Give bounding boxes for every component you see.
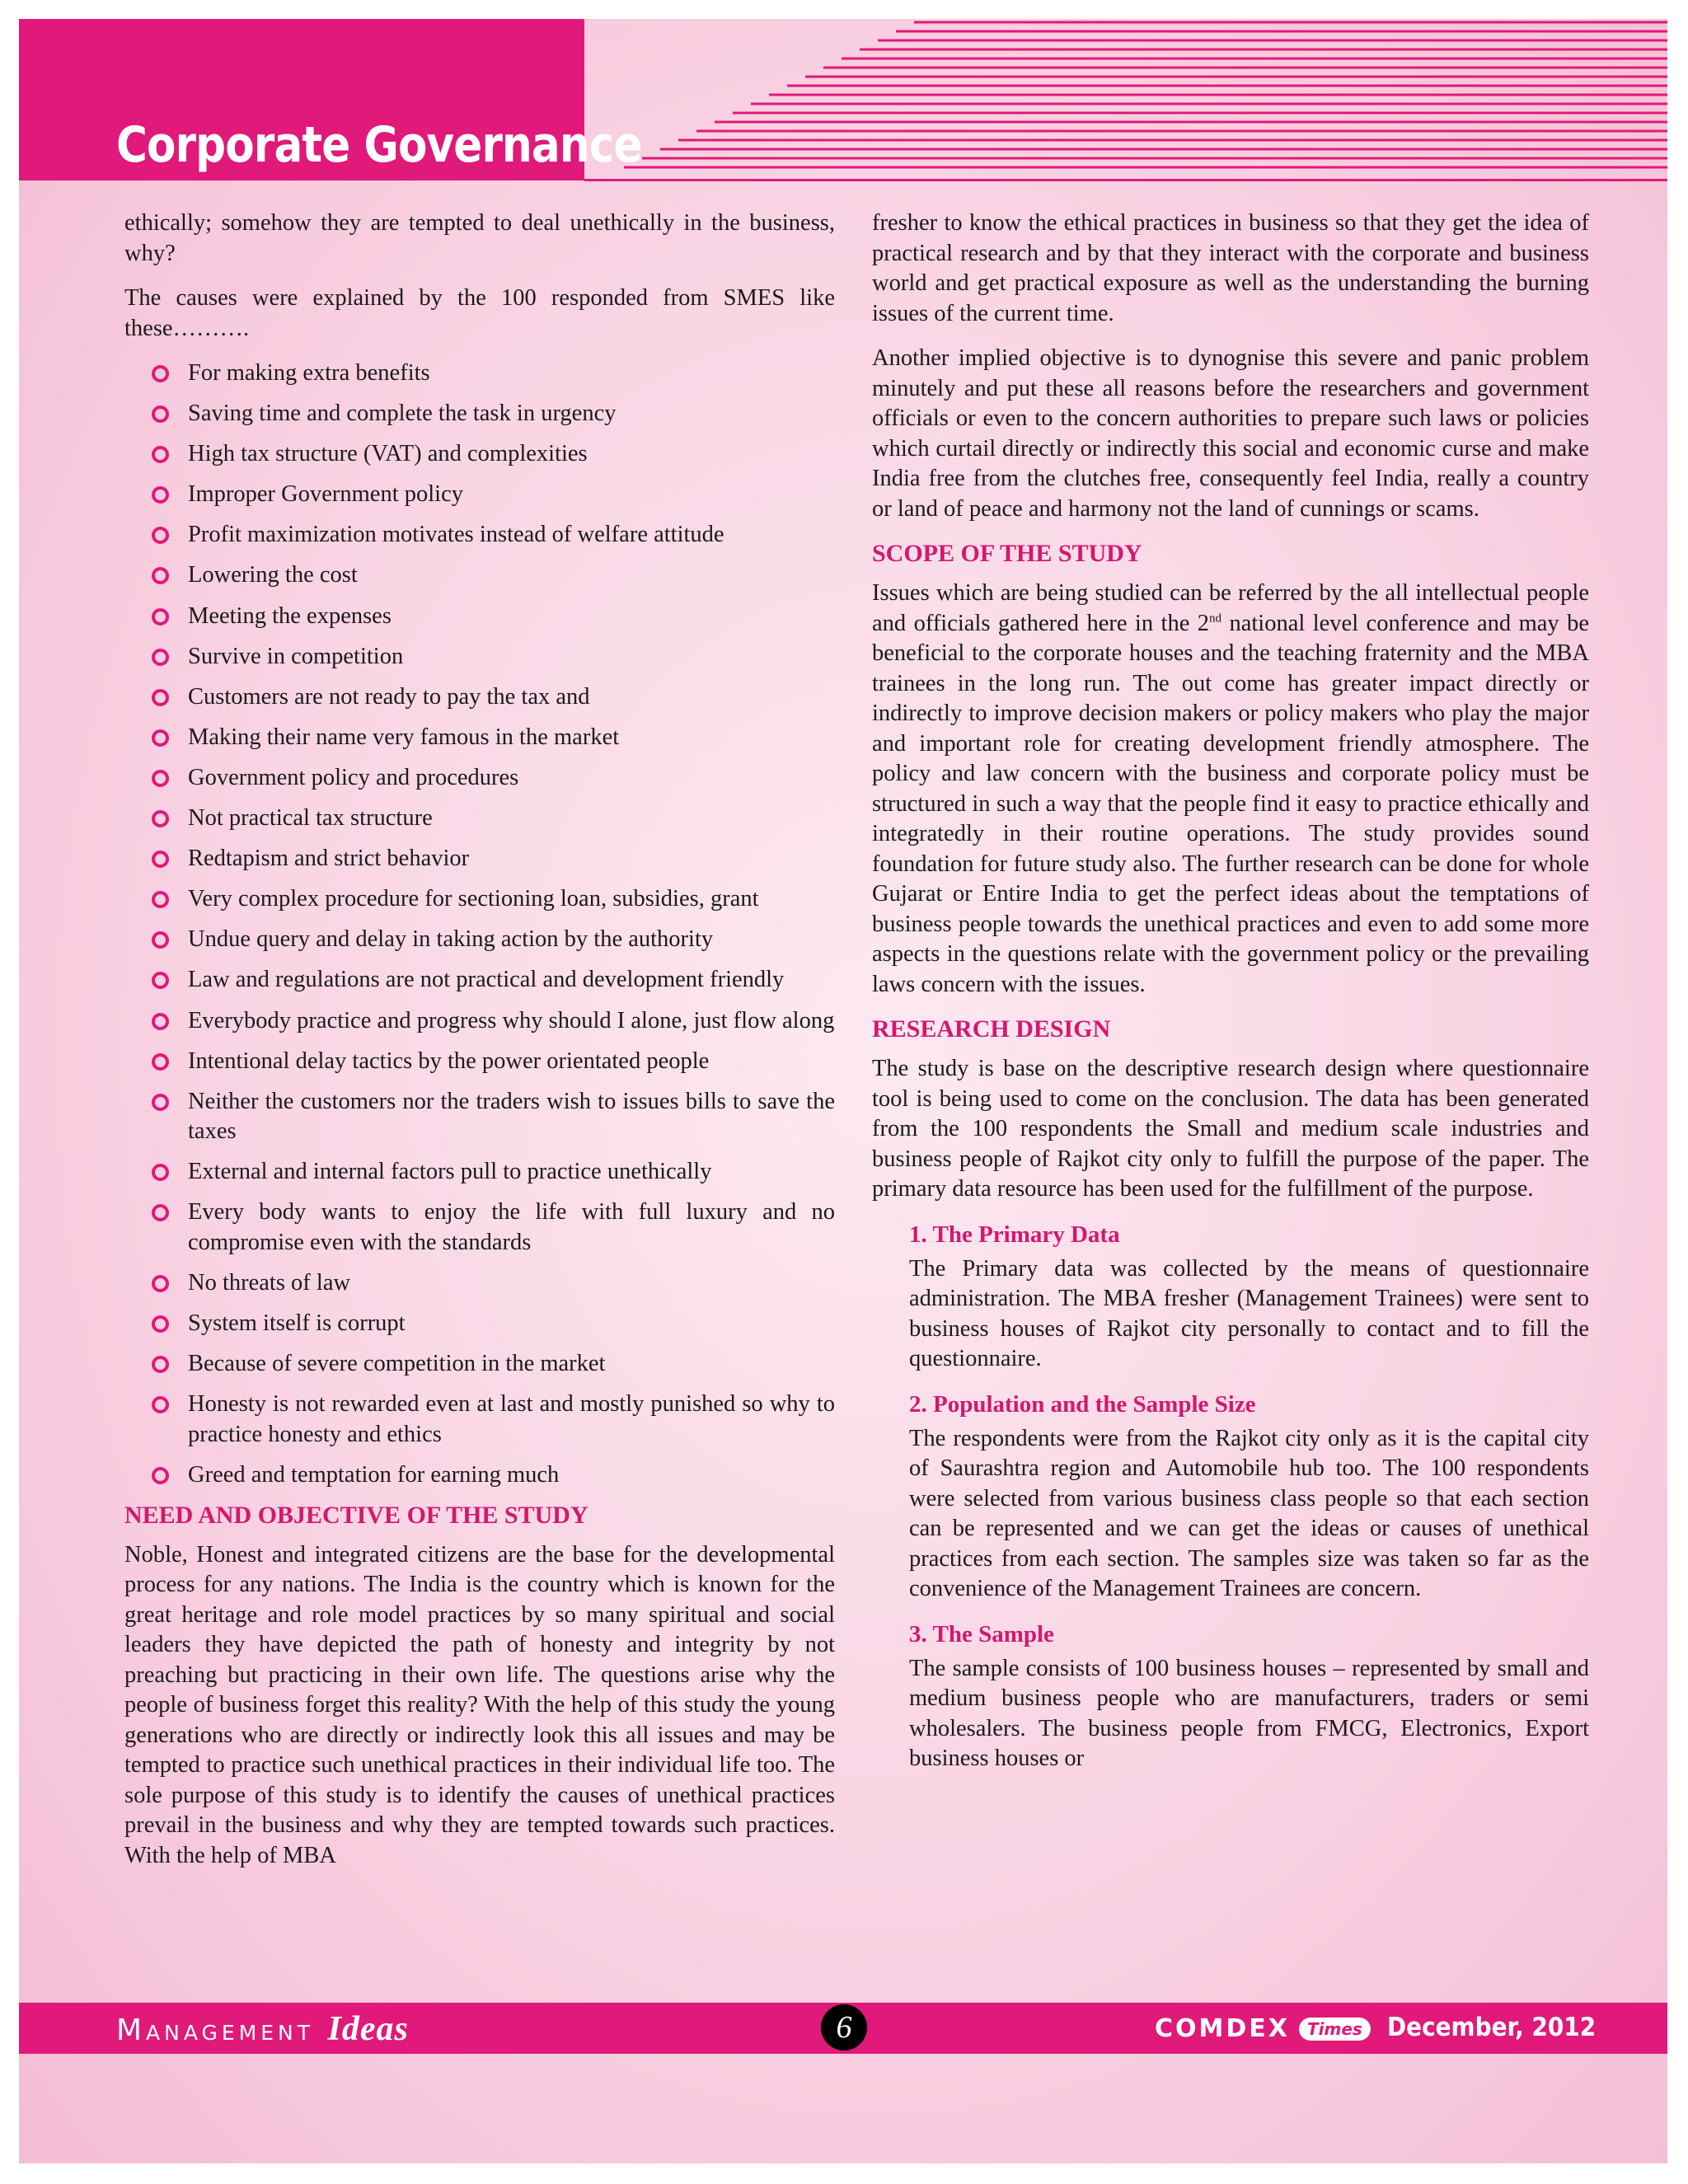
cause-list-item xyxy=(124,520,835,551)
cause-list-item xyxy=(124,1197,835,1258)
scope-text-start: Issues which are being studied can be referred by the all intellectual people and officials gathered here in the 2 xyxy=(872,580,1589,636)
cause-list-item xyxy=(124,480,835,510)
magazine-name-suffix: Ideas xyxy=(327,2010,409,2048)
cause-text: Lowering the cost xyxy=(188,562,358,588)
header-stripes xyxy=(584,19,1667,180)
cause-list-item xyxy=(124,1460,835,1491)
cause-list-item xyxy=(124,804,835,834)
population-paragraph: The respondents were from the Rajkot city only as it is the capital city of Saurashtra region and Automobile hub too. The 100 respondents were selected from various business class people so that each section can be represented and we can get the ideas or causes of unethical practices from each section. The samples size was taken so far as the convenience of the Management Trainees are concern. xyxy=(909,1425,1589,1601)
scope-paragraph xyxy=(872,579,1589,1000)
cause-text: Making their name very famous in the market xyxy=(188,724,620,750)
objective-paragraph: Another implied objective is to dynognise this severe and panic problem minutely and put these all reasons before the researchers and government officials or even to the concern authorities to prepare such laws or policies which curtail directly or indirectly this social and economic curse and make India free from the clutches free, consequently feel India, really a country or land of peace and harmony not the land of cunnings or scams. xyxy=(872,345,1589,522)
cause-text: Everybody practice and progress why should I alone, just flow along xyxy=(188,1007,835,1033)
cause-list-item xyxy=(124,763,835,794)
circle-bullet-icon xyxy=(152,1275,169,1292)
circle-bullet-icon xyxy=(152,851,169,868)
circle-bullet-icon xyxy=(152,689,169,706)
cause-list-item xyxy=(124,965,835,996)
cause-list-item xyxy=(124,1309,835,1339)
circle-bullet-icon xyxy=(152,1204,169,1221)
causes-list xyxy=(124,359,835,1490)
circle-bullet-icon xyxy=(152,1315,169,1333)
scope-heading: SCOPE OF THE STUDY xyxy=(872,540,1142,567)
circle-bullet-icon xyxy=(152,486,169,504)
page-number: 6 xyxy=(821,2004,867,2050)
intro-paragraph: ethically; somehow they are tempted to deal unethically in the business, why? xyxy=(124,210,835,266)
cause-list-item xyxy=(124,1268,835,1299)
sample-heading: 3. The Sample xyxy=(909,1620,1054,1647)
cause-text: Redtapism and strict behavior xyxy=(188,846,470,872)
cause-list-item xyxy=(124,723,835,753)
cause-text: Honesty is not rewarded even at last and mostly punished so why to practice honesty and ethics xyxy=(188,1391,835,1447)
scope-text-end: national level conference and may be beneficial to the corporate houses and the teaching fraternity and the MBA trainees in the long run. The out come has greater impact directly or indirectly to improve decision makers or policy makers who play the major and important role for creating development friendly atmosphere. The policy and law concern with the business and corporate policy must be structured in such a way that the people find it easy to practice ethically and integratedly in their routine operations. The study provides sound foundation for future study also. The further research can be done for whole Gujarat or Entire India to get the perfect ideas about the temptations of business people towards the unethical practices and even to add some more aspects in the questions relate with the government policy or the prevailing laws concern with the issues. xyxy=(872,610,1589,997)
continued-paragraph: fresher to know the ethical practices in business so that they get the idea of practical research and by that they interact with the corporate and business world and get practical exposure as well as the understanding the burning issues of the current time. xyxy=(872,210,1589,326)
cause-text: Not practical tax structure xyxy=(188,805,433,832)
cause-text: Every body wants to enjoy the life with full luxury and no compromise even with the standards xyxy=(188,1199,835,1255)
cause-text: No threats of law xyxy=(188,1269,351,1296)
cause-list-item xyxy=(124,359,835,389)
cause-text: Because of severe competition in the market xyxy=(188,1351,606,1377)
cause-text: Survive in competition xyxy=(188,643,404,669)
cause-text: Customers are not ready to pay the tax and xyxy=(188,683,590,710)
cause-list-item xyxy=(124,884,835,915)
publisher-logo: COMDEX xyxy=(1155,2014,1290,2043)
circle-bullet-icon xyxy=(152,365,169,382)
ordinal-suffix: nd xyxy=(1209,612,1222,625)
circle-bullet-icon xyxy=(152,1356,169,1373)
magazine-name-main: Management xyxy=(116,2013,315,2047)
page-title: Corporate Governance xyxy=(116,116,642,174)
right-column xyxy=(872,209,1589,1789)
cause-list-item xyxy=(124,560,835,591)
cause-text: Undue query and delay in taking action by the authority xyxy=(188,926,714,953)
cause-list-item xyxy=(124,682,835,713)
cause-list-item xyxy=(124,1349,835,1380)
circle-bullet-icon xyxy=(152,1013,169,1030)
circle-bullet-icon xyxy=(152,931,169,949)
header-block xyxy=(19,19,642,180)
cause-list-item xyxy=(124,1047,835,1077)
primary-data-heading: 1. The Primary Data xyxy=(909,1221,1120,1248)
design-heading: RESEARCH DESIGN xyxy=(872,1015,1111,1043)
cause-text: Law and regulations are not practical and development friendly xyxy=(188,967,785,993)
circle-bullet-icon xyxy=(152,1094,169,1111)
circle-bullet-icon xyxy=(152,1164,169,1181)
circle-bullet-icon xyxy=(152,649,169,666)
cause-list-item xyxy=(124,602,835,632)
cause-text: Meeting the expenses xyxy=(188,602,392,629)
cause-list-item xyxy=(124,1390,835,1450)
issue-date: December, 2012 xyxy=(1387,2013,1597,2042)
cause-text: Improper Government policy xyxy=(188,481,463,508)
cause-list-item xyxy=(124,439,835,470)
cause-text: Very complex procedure for sectioning loan, subsidies, grant xyxy=(188,886,759,912)
circle-bullet-icon xyxy=(152,405,169,423)
cause-text: Neither the customers nor the traders wish to issues bills to save the taxes xyxy=(188,1088,835,1145)
publisher-badge: Times xyxy=(1299,2018,1371,2041)
cause-list-item xyxy=(124,1006,835,1037)
magazine-name xyxy=(116,2009,409,2049)
cause-text: High tax structure (VAT) and complexities xyxy=(188,441,588,467)
need-paragraph: Noble, Honest and integrated citizens are the base for the developmental process for any nations. The India is the country which is known for the great heritage and role model practices by so many spiritual and social leaders they have depicted the path of honesty and integrity by not preaching but practicing in their own life. The questions arise why the people of business forget this reality? With the help of this study the young generations who are directly or indirectly look this all issues and may be tempted to practice such unethical practices in their individual life too. The sole purpose of this study is to identify the causes of unethical practices prevail in the business and why they are tempted towards such practices. With the help of MBA xyxy=(124,1541,835,1868)
circle-bullet-icon xyxy=(152,891,169,908)
circle-bullet-icon xyxy=(152,1053,169,1071)
circle-bullet-icon xyxy=(152,810,169,827)
causes-intro: The causes were explained by the 100 responded from SMES like these………. xyxy=(124,285,835,341)
cause-text: Government policy and procedures xyxy=(188,764,519,790)
cause-text: Greed and temptation for earning much xyxy=(188,1461,560,1488)
design-paragraph: The study is base on the descriptive research design where questionnaire tool is being used to come on the conclusion. The data has been generated from the 100 respondents the Small and medium scale industries and business people of Rajkot city only to fulfill the purpose of the paper. The primary data resource has been used for the fulfillment of the purpose. xyxy=(872,1056,1589,1202)
cause-list-item xyxy=(124,844,835,874)
cause-text: For making extra benefits xyxy=(188,360,430,386)
cause-text: Profit maximization motivates instead of welfare attitude xyxy=(188,522,724,548)
cause-text: External and internal factors pull to practice unethically xyxy=(188,1159,712,1185)
circle-bullet-icon xyxy=(152,1467,169,1484)
cause-list-item xyxy=(124,1157,835,1188)
circle-bullet-icon xyxy=(152,972,169,989)
cause-list-item xyxy=(124,925,835,955)
left-column xyxy=(124,209,835,1886)
circle-bullet-icon xyxy=(152,770,169,787)
header-underline xyxy=(584,179,1667,181)
primary-data-paragraph: The Primary data was collected by the means of questionnaire administration. The MBA fresher (Management Trainees) were sent to business houses of Rajkot city personally to contact and to fill the questionnaire. xyxy=(909,1255,1589,1371)
circle-bullet-icon xyxy=(152,567,169,584)
cause-text: Intentional delay tactics by the power orientated people xyxy=(188,1047,710,1074)
cause-list-item xyxy=(124,399,835,429)
circle-bullet-icon xyxy=(152,729,169,747)
need-heading: NEED AND OBJECTIVE OF THE STUDY xyxy=(124,1501,588,1529)
sample-paragraph: The sample consists of 100 business houses – represented by small and medium business people who are manufacturers, traders or semi wholesalers. The business people from FMCG, Electronics, Export business houses or xyxy=(909,1655,1589,1771)
cause-list-item xyxy=(124,642,835,673)
cause-list-item xyxy=(124,1087,835,1147)
cause-text: System itself is corrupt xyxy=(188,1310,406,1337)
circle-bullet-icon xyxy=(152,446,169,463)
magazine-page xyxy=(19,19,1667,2163)
circle-bullet-icon xyxy=(152,527,169,544)
cause-text: Saving time and complete the task in urgency xyxy=(188,401,617,427)
circle-bullet-icon xyxy=(152,1396,169,1413)
circle-bullet-icon xyxy=(152,608,169,626)
population-heading: 2. Population and the Sample Size xyxy=(909,1390,1256,1418)
